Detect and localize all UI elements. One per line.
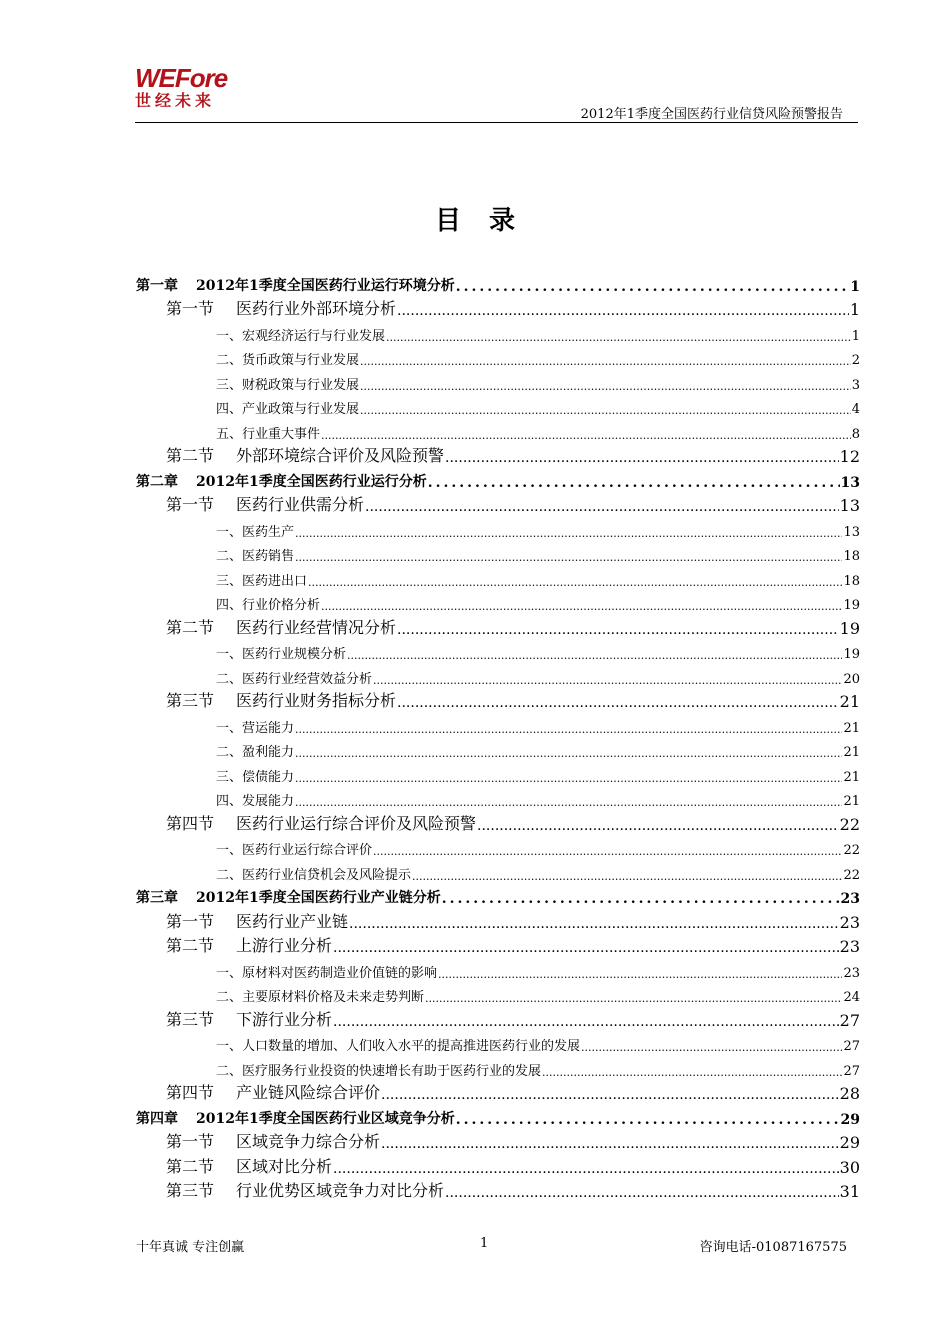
toc-entry-title: 外部环境综合评价及风险预警 [236,446,445,465]
toc-page-number: 2 [851,353,860,368]
toc-entry-level-3[interactable] [136,662,860,687]
toc-entry-label [216,570,307,589]
toc-entry-title: 三、偿债能力 [216,769,295,785]
toc-entry-title: 2012年1季度全国医药行业运行分析 [196,473,427,490]
toc-leader-dots [295,747,842,760]
toc-entry-level-3[interactable] [136,638,860,663]
toc-entry-title: 上游行业分析 [236,936,333,955]
toc-page-number: 1 [851,328,860,344]
toc-entry-label [216,594,320,613]
toc-entry-title: 一、营运能力 [216,720,295,736]
toc-leader-dots [333,940,839,956]
footer-page-number: 1 [480,1236,489,1251]
toc-page-number: 24 [843,990,860,1005]
toc-leader-dots [428,475,840,491]
toc-entry-title: 一、人口数量的增加、人们收入水平的提高推进医药行业的发展 [216,1039,581,1054]
logo-wordmark: WEFore [135,63,228,93]
toc-entry-number: 第二节 [166,936,215,955]
toc-page-number: 4 [851,402,860,417]
toc-entry-level-3[interactable] [136,564,860,589]
toc-leader-dots [321,600,842,613]
toc-page-number: 23 [843,965,860,981]
toc-entry-label [216,717,294,736]
toc-entry-title: 医药行业财务指标分析 [236,691,397,710]
toc-leader-dots [333,1014,839,1030]
toc-entry-level-3[interactable] [136,711,860,736]
toc-entry-level-1[interactable] [136,1103,860,1128]
toc-entry-label [216,521,294,540]
toc-page-number: 29 [839,1133,860,1152]
toc-page-number: 21 [843,794,860,809]
toc-entry-level-2[interactable] [136,295,860,320]
toc-entry-title: 二、医疗服务行业投资的快速增长有助于医药行业的发展 [216,1063,542,1079]
toc-leader-dots [373,674,842,687]
toc-entry-title: 2012年1季度全国医药行业运行环境分析 [196,277,455,294]
toc-leader-dots [386,331,851,344]
toc-entry-label [136,887,441,907]
toc-entry-title: 医药行业运行综合评价及风险预警 [236,813,477,833]
toc-entry-level-2[interactable] [136,442,860,467]
toc-page-number: 21 [843,769,860,785]
toc-entry-title: 医药行业产业链 [236,911,349,931]
toc-entry-label [136,275,455,295]
toc-leader-dots [442,891,840,907]
toc-entry-label [166,909,348,932]
toc-entry-label [166,296,396,319]
toc-entry-label [216,741,294,760]
toc-entry-title: 2012年1季度全国医药行业产业链分析 [196,890,441,906]
toc-entry-number: 第一节 [166,911,215,931]
toc-entry-number: 第二节 [166,617,215,637]
toc-page-number: 22 [839,814,860,834]
toc-leader-dots [397,303,849,319]
toc-entry-number: 第四章 [136,1110,178,1127]
toc-entry-number: 第二节 [166,1156,215,1176]
toc-entry-label [216,839,372,858]
toc-entry-label [216,790,294,809]
toc-leader-dots [295,772,842,785]
toc-entry-level-3[interactable] [136,319,860,344]
toc-page-number: 19 [843,647,860,662]
toc-page-number: 13 [839,496,860,515]
toc-leader-dots [456,279,850,295]
toc-page-number: 27 [843,1039,860,1054]
toc-entry-title: 四、行业价格分析 [216,598,321,613]
toc-entry-title: 行业优势区域竞争力对比分析 [236,1181,445,1200]
toc-entry-label [216,1035,580,1054]
toc-page-number: 23 [839,937,860,956]
toc-entry-title: 医药行业供需分析 [236,495,365,514]
toc-entry-label [216,1060,541,1079]
toc-entry-level-2[interactable] [136,491,860,516]
toc-entry-level-2[interactable] [136,687,860,712]
toc-page-number: 21 [843,745,860,760]
toc-entry-number: 第一节 [166,299,215,318]
toc-page-number: 19 [839,618,860,638]
toc-leader-dots [295,723,842,736]
toc-page-number: 27 [839,1010,860,1030]
toc-page-number: 8 [851,426,860,442]
toc-entry-label [216,545,294,564]
toc-entry-level-3[interactable] [136,760,860,785]
toc-leader-dots [365,499,839,515]
toc-leader-dots [397,622,839,638]
toc-page-number: 22 [843,843,860,858]
toc-entry-label [216,864,411,883]
toc-entry-label [216,423,320,442]
toc-entry-level-2[interactable] [136,1152,860,1177]
toc-entry-title: 一、医药生产 [216,524,295,540]
toc-entry-level-2[interactable] [136,907,860,932]
toc-entry-level-2[interactable] [136,932,860,957]
toc-entry-label [166,1007,332,1030]
toc-page-number: 18 [843,549,860,564]
toc-page-number: 29 [840,1111,860,1128]
toc-entry-label [216,643,346,662]
toc-entry-title: 2012年1季度全国医药行业区域竞争分析 [196,1110,455,1127]
toc-page-number: 13 [843,524,860,540]
toc-entry-title: 五、行业重大事件 [216,426,321,442]
toc-leader-dots [295,527,842,540]
toc-entry-label [166,933,332,956]
toc-entry-number: 第二章 [136,473,178,490]
toc-leader-dots [360,404,851,417]
toc-leader-dots [360,355,851,368]
toc-entry-number: 第三章 [136,890,178,906]
toc-entry-level-2[interactable] [136,613,860,638]
toc-page-number: 27 [843,1063,860,1079]
toc-entry-label [216,668,372,687]
toc-leader-dots [349,916,839,932]
toc-page-number: 19 [843,598,860,613]
toc-entry-level-3[interactable] [136,785,860,810]
running-header-title: 2012年1季度全国医药行业信贷风险预警报告 [580,107,843,122]
toc-entry-number: 第三节 [166,691,215,710]
toc-entry-level-3[interactable] [136,981,860,1006]
toc-page-number: 31 [839,1182,860,1201]
toc-entry-title: 四、发展能力 [216,794,295,809]
toc-entry-level-3[interactable] [136,417,860,442]
toc-entry-title: 区域对比分析 [236,1156,333,1176]
toc-leader-dots [412,870,842,883]
toc-entry-level-3[interactable] [136,1054,860,1079]
toc-entry-title: 二、医药行业信贷机会及风险提示 [216,867,412,883]
logo-chinese-name: 世经未来 [135,91,216,110]
toc-leader-dots [347,649,842,662]
toc-leader-dots [360,380,851,393]
toc-entry-label [216,986,424,1005]
toc-leader-dots [425,992,842,1005]
toc-entry-level-1[interactable] [136,270,860,295]
toc-leader-dots [581,1041,842,1054]
company-logo [135,65,245,113]
toc-leader-dots [445,450,839,466]
toc-entry-number: 第一节 [166,495,215,514]
toc-entry-title: 医药行业外部环境分析 [236,299,397,318]
toc-entry-number: 第一章 [136,277,178,294]
toc-entry-number: 第三节 [166,1181,215,1200]
toc-entry-label [166,615,396,638]
toc-entry-level-3[interactable] [136,515,860,540]
toc-heading: 目录 [434,206,543,236]
toc-entry-label [216,349,359,368]
toc-entry-level-1[interactable] [136,466,860,491]
footer-slogan: 十年真诚 专注创赢 [136,1240,245,1255]
toc-leader-dots [308,576,842,589]
toc-entry-level-3[interactable] [136,956,860,981]
toc-entry-level-3[interactable] [136,344,860,369]
toc-entry-label [166,811,476,834]
toc-page-number: 21 [839,692,860,711]
toc-entry-number: 第四节 [166,1083,215,1102]
toc-page-number: 28 [839,1084,860,1103]
toc-leader-dots [542,1066,842,1079]
toc-leader-dots [381,1087,839,1103]
toc-entry-title: 一、医药行业运行综合评价 [216,843,373,858]
toc-entry-level-3[interactable] [136,393,860,418]
toc-entry-label [166,492,364,515]
toc-entry-title: 医药行业经营情况分析 [236,617,397,637]
toc-page-number: 1 [849,300,860,319]
toc-entry-label [166,443,444,466]
toc-page-number: 22 [843,867,860,883]
footer-phone: 咨询电话-01087167575 [699,1240,847,1255]
toc-entry-title: 一、宏观经济运行与行业发展 [216,328,386,344]
toc-entry-label [216,766,294,785]
toc-leader-dots [333,1161,839,1177]
toc-entry-level-2[interactable] [136,1177,860,1202]
toc-entry-level-2[interactable] [136,809,860,834]
toc-entry-level-1[interactable] [136,883,860,908]
toc-entry-level-3[interactable] [136,368,860,393]
table-of-contents [136,270,860,1201]
toc-entry-level-2[interactable] [136,1005,860,1030]
toc-entry-level-3[interactable] [136,858,860,883]
toc-entry-label [166,1080,380,1103]
toc-leader-dots [321,429,851,442]
toc-entry-title: 区域竞争力综合分析 [236,1132,381,1151]
toc-leader-dots [477,818,839,834]
toc-entry-label [216,374,359,393]
toc-page-number: 30 [839,1157,860,1177]
toc-entry-title: 三、医药进出口 [216,573,308,589]
toc-entry-title: 一、医药行业规模分析 [216,647,347,662]
toc-entry-title: 三、财税政策与行业发展 [216,377,360,393]
toc-page-number: 1 [850,278,860,295]
toc-entry-title: 二、盈利能力 [216,745,295,760]
toc-entry-title: 二、货币政策与行业发展 [216,353,360,368]
toc-entry-title: 二、医药行业经营效益分析 [216,671,373,687]
toc-leader-dots [373,845,842,858]
toc-entry-title: 产业链风险综合评价 [236,1083,381,1102]
toc-entry-level-3[interactable] [136,834,860,859]
toc-entry-level-3[interactable] [136,589,860,614]
toc-entry-level-2[interactable] [136,1079,860,1104]
toc-page-number: 21 [843,720,860,736]
toc-entry-number: 第四节 [166,813,215,833]
toc-entry-label [216,325,385,344]
toc-entry-label [166,1129,380,1152]
toc-entry-level-3[interactable] [136,736,860,761]
toc-entry-title: 下游行业分析 [236,1009,333,1029]
toc-leader-dots [397,695,839,711]
toc-leader-dots [445,1185,839,1201]
toc-entry-label [216,398,359,417]
toc-entry-label [166,688,396,711]
toc-leader-dots [381,1136,839,1152]
toc-page-number: 3 [851,377,860,393]
toc-entry-title: 二、医药销售 [216,549,295,564]
toc-entry-label [216,962,437,981]
toc-page-number: 12 [839,447,860,466]
toc-entry-level-2[interactable] [136,1128,860,1153]
toc-page-number: 20 [843,671,860,687]
toc-page-number: 23 [839,912,860,932]
toc-entry-label [166,1154,332,1177]
toc-leader-dots [295,796,842,809]
toc-entry-level-3[interactable] [136,540,860,565]
toc-page-number: 18 [843,573,860,589]
header-divider [135,122,858,123]
toc-entry-title: 四、产业政策与行业发展 [216,402,360,417]
toc-entry-title: 一、原材料对医药制造业价值链的影响 [216,965,438,981]
toc-leader-dots [295,551,842,564]
toc-entry-title: 二、主要原材料价格及未来走势判断 [216,990,425,1005]
toc-entry-number: 第二节 [166,446,215,465]
toc-leader-dots [456,1112,840,1128]
toc-entry-label [136,1108,455,1128]
toc-entry-number: 第三节 [166,1009,215,1029]
toc-leader-dots [438,968,842,981]
toc-entry-number: 第一节 [166,1132,215,1151]
toc-page-number: 23 [840,891,860,907]
toc-entry-label [166,1178,444,1201]
toc-entry-label [136,471,427,491]
toc-page-number: 13 [840,474,860,491]
toc-entry-level-3[interactable] [136,1030,860,1055]
